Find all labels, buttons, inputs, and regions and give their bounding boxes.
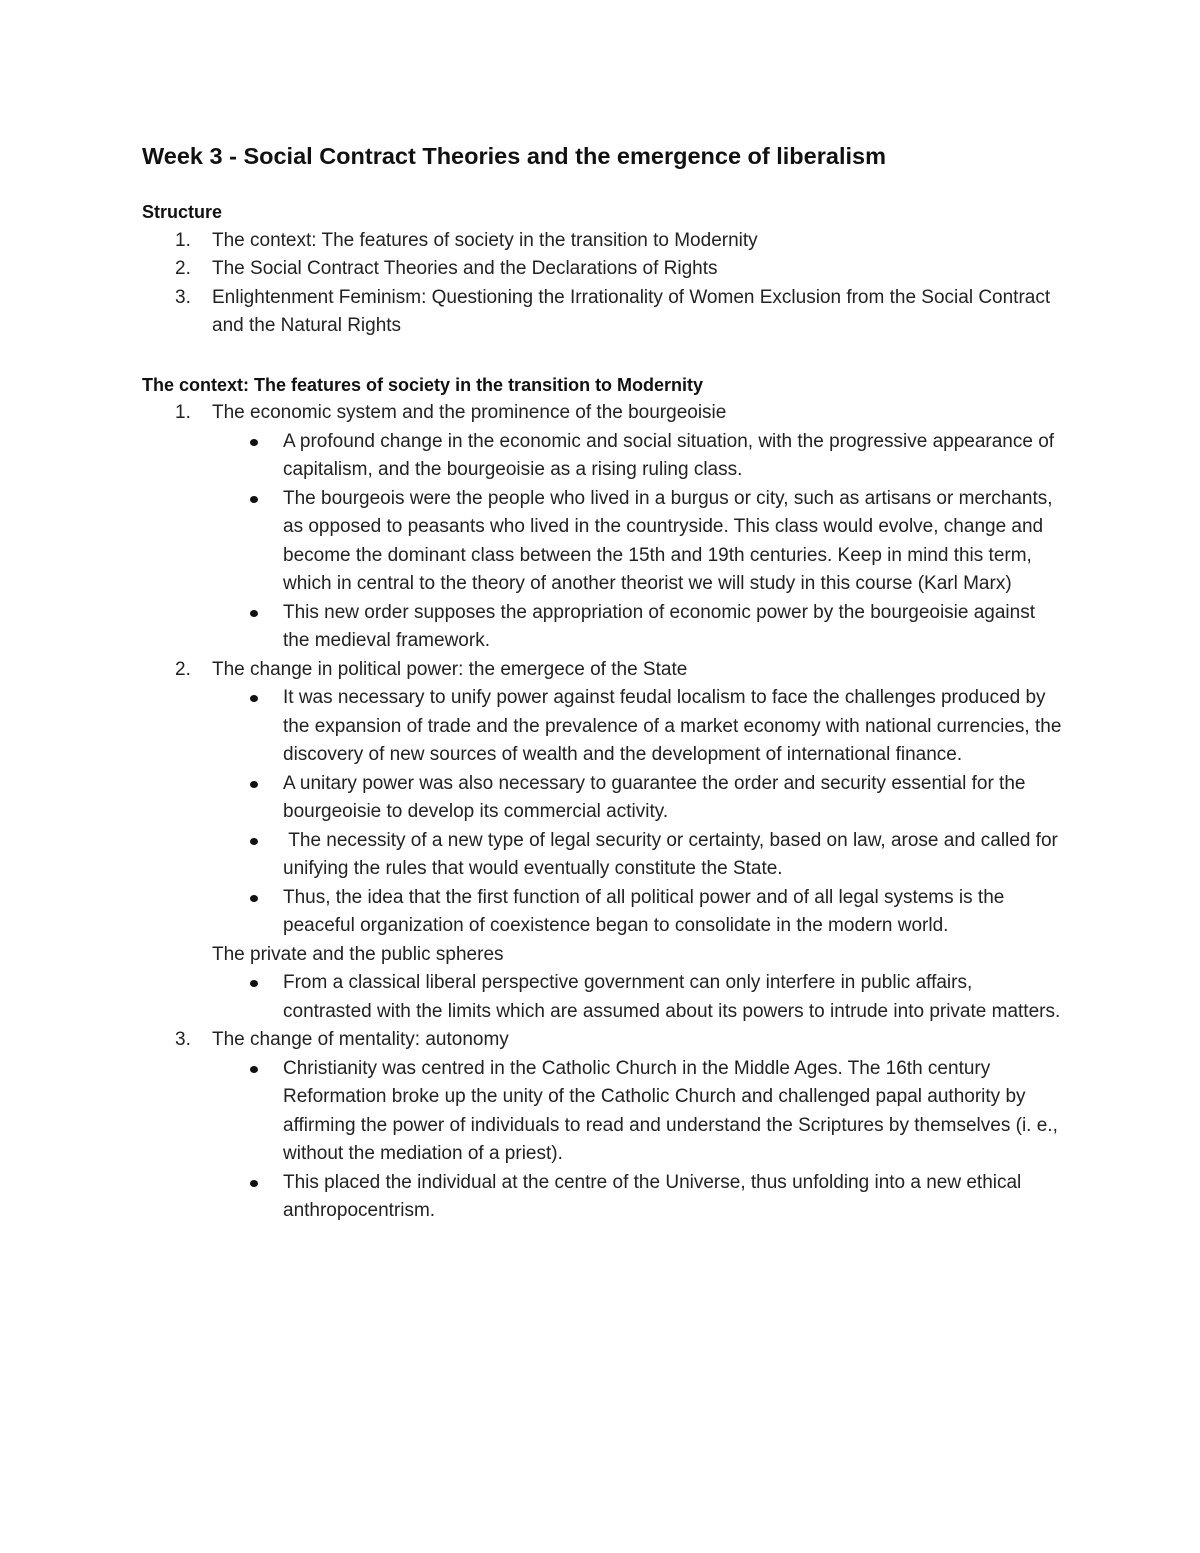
context-list bbox=[142, 399, 1062, 428]
subheading-private-public: The private and the public spheres bbox=[212, 943, 504, 965]
bullet-icon bbox=[250, 980, 258, 987]
bullet-item bbox=[142, 428, 1062, 485]
bullet-text: A unitary power was also necessary to guarantee the order and security essential for the bourgeoisie to develop its commercial activity. bbox=[283, 772, 1026, 822]
context-list bbox=[142, 1026, 1062, 1055]
bullet-text: This placed the individual at the centre of the Universe, thus unfolding into a new ethical anthropocentrism. bbox=[283, 1171, 1022, 1221]
bullet-item bbox=[142, 684, 1062, 770]
context-list bbox=[142, 656, 1062, 685]
structure-heading: Structure bbox=[142, 202, 223, 222]
bullet-item bbox=[142, 770, 1062, 827]
structure-list bbox=[142, 227, 1062, 341]
context-item-political bbox=[142, 656, 1062, 685]
list-number: 1. bbox=[175, 229, 191, 251]
bullet-icon bbox=[250, 838, 258, 845]
list-number: 1. bbox=[175, 402, 191, 423]
private-public-bullets bbox=[142, 969, 1062, 1026]
bullet-icon bbox=[250, 895, 258, 902]
bullet-item bbox=[142, 485, 1062, 599]
bullet-text: From a classical liberal perspective government can only interfere in public affairs, contrasted with the limits which are assumed about its powers to intrude into private matters. bbox=[283, 972, 1061, 1022]
bullet-icon bbox=[250, 1066, 258, 1073]
economic-bullets bbox=[142, 428, 1062, 656]
bullet-text: A profound change in the economic and social situation, with the progressive appearance of capitalism, and the bourgeoisie as a rising ruling class. bbox=[283, 430, 1055, 480]
document-page bbox=[142, 140, 1062, 1226]
structure-item-text: Enlightenment Feminism: Questioning the Irrationality of Women Exclusion from the Social Contract and the Natural Rights bbox=[212, 286, 1051, 336]
bullet-icon bbox=[250, 439, 258, 446]
bullet-text: This new order supposes the appropriation of economic power by the bourgeoisie against the medieval framework. bbox=[283, 601, 1036, 651]
page-title: Week 3 - Social Contract Theories and the emergence of liberalism bbox=[142, 143, 886, 169]
bullet-icon bbox=[250, 695, 258, 702]
context-item-mentality bbox=[142, 1026, 1062, 1055]
bullet-icon bbox=[250, 610, 258, 617]
list-number: 3. bbox=[175, 286, 191, 308]
bullet-text: The bourgeois were the people who lived in a burgus or city, such as artisans or merchants, as opposed to peasants who lived in the countryside. This class would evolve, change and become the dominant class between the 15th and 19th centuries. Keep in mind this term, which in central to the theory of another theorist we will study in this course (Karl Marx) bbox=[283, 487, 1053, 594]
bullet-item bbox=[142, 599, 1062, 656]
context-item-text: The economic system and the prominence of the bourgeoisie bbox=[212, 402, 727, 423]
bullet-item bbox=[142, 969, 1062, 1026]
bullet-icon bbox=[250, 496, 258, 503]
list-number: 2. bbox=[175, 258, 191, 279]
bullet-item bbox=[142, 1169, 1062, 1226]
bullet-item bbox=[142, 1055, 1062, 1169]
context-item-text: The change of mentality: autonomy bbox=[212, 1029, 509, 1050]
bullet-text: Thus, the idea that the first function of all political power and of all legal systems is the peaceful organization of coexistence began to consolidate in the modern world. bbox=[283, 886, 1005, 936]
structure-item bbox=[142, 284, 1062, 341]
political-bullets bbox=[142, 684, 1062, 941]
context-heading: The context: The features of society in the transition to Modernity bbox=[142, 374, 704, 395]
bullet-text: The necessity of a new type of legal security or certainty, based on law, arose and called for unifying the rules that would eventually constitute the State. bbox=[283, 829, 1064, 879]
structure-item-text: The Social Contract Theories and the Declarations of Rights bbox=[212, 258, 718, 279]
structure-item bbox=[142, 227, 1062, 256]
bullet-item bbox=[142, 827, 1062, 884]
bullet-icon bbox=[250, 781, 258, 788]
structure-item bbox=[142, 255, 1062, 284]
context-item-economic bbox=[142, 399, 1062, 428]
mentality-bullets bbox=[142, 1055, 1062, 1226]
context-item-text: The change in political power: the emergece of the State bbox=[212, 658, 688, 680]
bullet-text: Christianity was centred in the Catholic Church in the Middle Ages. The 16th century Reformation broke up the unity of the Catholic Church and challenged papal authority by affirming the power of individuals to read and understand the Scriptures by themselves (i. e., without the mediation of a priest). bbox=[283, 1057, 1058, 1164]
list-number: 3. bbox=[175, 1029, 191, 1050]
bullet-icon bbox=[250, 1180, 258, 1187]
bullet-text: It was necessary to unify power against feudal localism to face the challenges produced by the expansion of trade and the prevalence of a market economy with national currencies, the discovery of new sources of wealth and the development of international finance. bbox=[283, 687, 1062, 765]
list-number: 2. bbox=[175, 658, 191, 680]
structure-item-text: The context: The features of society in the transition to Modernity bbox=[212, 229, 758, 251]
bullet-item bbox=[142, 884, 1062, 941]
